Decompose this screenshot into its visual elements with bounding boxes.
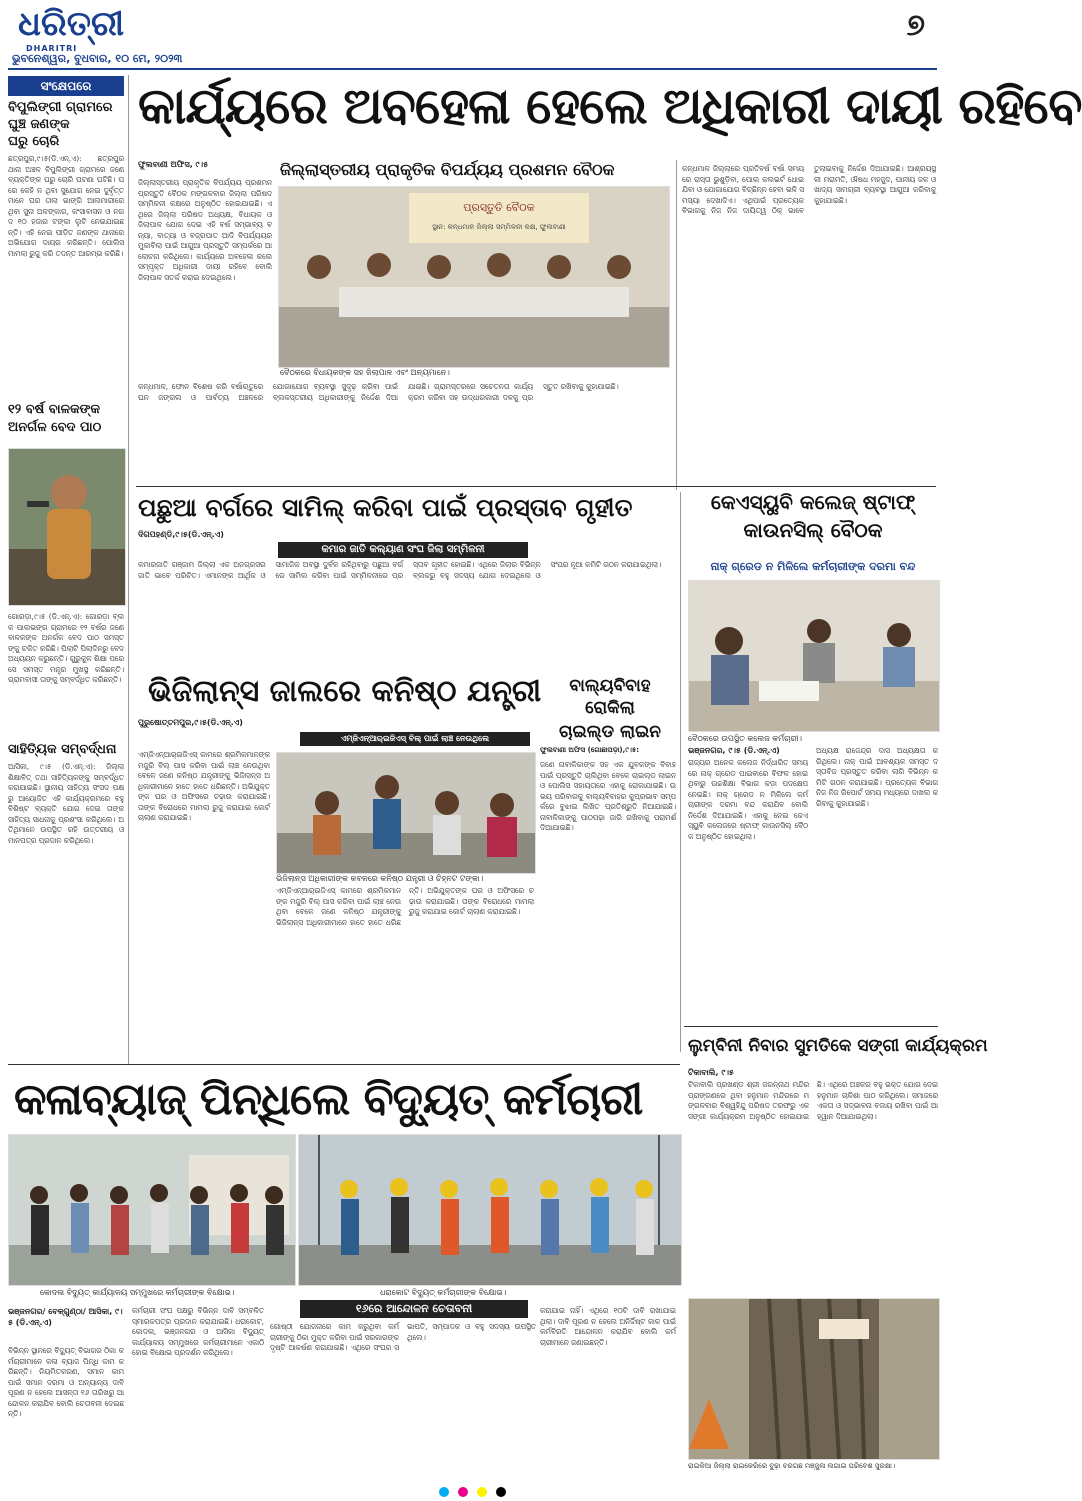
story3-band: ଏମ୍‌ଜିଏନ୍‌ଆର୍‌ଇଜିଏସ୍‌ ବିଲ୍‌ ପାଇଁ ଲାଞ୍ଚ ନେଉଥିଲେ xyxy=(300,732,530,746)
sidebar-story2-title-line1: ୧୨ ବର୍ଷ ବାଳକଙ୍କ xyxy=(8,402,100,417)
masthead-dateline: ଭୁବନେଶ୍ୱର, ବୁଧବାର, ୧୦ ମେ, ୨୦୨୩ xyxy=(12,52,183,65)
story4-body: ଜଣେ ନାବାଳିକାଙ୍କ ସହ ଏକ ଯୁବକଙ୍କ ବିବାହ ପାଇଁ ପ୍ରସ୍ତୁତି ଚାଲିଥିବା ବେଳେ ଚାଇଲ୍ଡ ଲାଇନ ଓ ପୋଲିସ ସହାୟତାରେ ଏହାକୁ ରୋକାଯାଇଛି। ଉଭୟ ପରିବାରକୁ ବାଲ୍ୟବିବାହର କୁପ୍ରଭାବ ସମ୍ପର୍କରେ ବୁଝାଇ ଲିଖିତ ପ୍ରତିଶ୍ରୁତି ନିଆଯାଇଛି। ନାବାଳିକାଙ୍କୁ ପାଠପଢ଼ା ଜାରି ରଖିବାକୁ ପରାମର୍ଶ ଦିଆଯାଇଛି। xyxy=(540,760,679,832)
lead-photo-banner-sub: ସ୍ଥାନ: କନ୍ଧମାଳ ଜିଲ୍ଲା ସମ୍ମିଳନୀ କକ୍ଷ, ଫୁଲବାଣୀ xyxy=(432,223,566,231)
story5-col-divider xyxy=(680,492,681,1052)
story7-photo-2 xyxy=(298,1134,682,1286)
sidebar-story1-title-line2: ଘୁଞ୍ଚ ଜଣଙ୍କ xyxy=(8,117,70,132)
yellow-mark xyxy=(477,1487,487,1497)
story2-dateline: ଦିଗପହଣ୍ଡି,୯।୫(ଡି.ଏନ୍‌.ଏ) xyxy=(138,530,224,539)
sidebar-story2-body: ଗୋରଡ଼ା,୯।୫ (ଡି.ଏନ୍‌.ଏ): ଗୋରଡ଼ା ବ୍ଲକ ପାଲଭଙ୍ଗ ଗ୍ରାମରେ ୧୨ ବର୍ଷର ଜଣେ ବାଳକଙ୍କ ଅନର୍ଗଳ ବେଦ ପାଠ ସମସ୍ତଙ୍କୁ ଚକିତ କରିଛି। ପିଲାଟି ପିଲାଦିନରୁ ବେଦ ଅଧ୍ୟୟନ କରୁଛନ୍ତି। ଗୁରୁକୁଳ ଶିକ୍ଷା ପରେ ସେ ସମସ୍ତ ମନ୍ତ୍ର ମୁଖସ୍ଥ କରିଛନ୍ତି। ଗ୍ରାମବାସୀ ତାଙ୍କୁ ସମ୍ବର୍ଦ୍ଧିତ କରିଛନ୍ତି। xyxy=(8,612,127,684)
sidebar-story1-title-line3: ଘରୁ ଚୋରି xyxy=(8,134,60,149)
story3-body-continued: ଏମ୍‌ଜିଏନ୍‌ଆର୍‌ଇଜିଏସ୍‌ କାମରେ ଶ୍ରମିକମାନଙ୍କ ମଜୁରି ବିଲ୍‌ ପାସ କରିବା ପାଇଁ ଲାଞ୍ଚ ନେଉଥିବା ବେଳେ ଜଣେ କନିଷ୍ଠ ଯନ୍ତ୍ରୀଙ୍କୁ ଭିଜିଲାନ୍ସ ଅଧିକାରୀମାନେ ହାତେ ହାତେ ଧରିଛନ୍ତି। ଅଭିଯୁକ୍ତଙ୍କ ଘର ଓ ଅଫିସରେ ଚଢ଼ାଉ କରାଯାଇଛି। ତାଙ୍କ ବିରୋଧରେ ମାମଲା ରୁଜୁ କରାଯାଇ କୋର୍ଟ ଚାଲାଣ କରାଯାଇଛି। xyxy=(276,886,537,927)
lead-photo-banner-title: ପ୍ରସ୍ତୁତି ବୈଠକ xyxy=(463,201,535,214)
story4-headline-line2: ରୋକିଲା xyxy=(585,698,635,718)
story3-dateline: ପୁରୁଷୋତ୍ତମପୁର,୯।୫(ଡି.ଏନ୍‌.ଏ) xyxy=(138,718,243,727)
story5-photo xyxy=(688,580,940,732)
story7-band: ୧୬ରେ ଆନ୍ଦୋଳନ ଚେତାବନୀ xyxy=(300,1300,528,1318)
story2-headline: ପଛୁଆ ବର୍ଗରେ ସାମିଲ୍‌ କରିବା ପାଇଁ ପ୍ରସ୍ତାବ ଗୃହୀତ xyxy=(138,493,633,522)
sidebar-story1-body: ଛତ୍ରପୁର,୯।୫(ଡି.ଏନ୍‌.ଏ): ଛତ୍ରପୁର ଥାନା ଅଞ୍ଚଳ ବିପୁଲିଙ୍ଗୀ ଗ୍ରାମରେ ଜଣେ ବ୍ୟକ୍ତିଙ୍କ ଘରୁ ଚୋରି ଘଟଣା ଘଟିଛି। ଘରେ କେହି ନ ଥିବା ସୁଯୋଗ ନେଇ ଦୁର୍ବୃତ୍ତମାନେ ଘର ତାଲା ଭାଙ୍ଗି ଆଲମାରୀରେ ଥିବା ସୁନା ଅଳଙ୍କାର, କଂସାବାସନ ଓ ନଗଦ ୧୦ ହଜାର ଟଙ୍କା ଲୁଟି ନେଇଯାଇଛନ୍ତି। ଏହି ନେଇ ପୀଡ଼ିତ ଜଣଙ୍କ ଥାନାରେ ଅଭିଯୋଗ ଦାୟର କରିଛନ୍ତି। ପୋଲିସ ମାମଲା ରୁଜୁ କରି ତଦନ୍ତ ଆରମ୍ଭ କରିଛି। xyxy=(8,154,127,258)
page-number: ୭ xyxy=(906,8,925,43)
story7-headline: କଳାବ୍ୟାଜ୍‌ ପିନ୍ଧିଲେ ବିଦ୍ୟୁତ୍‌ କର୍ମଚାରୀ xyxy=(14,1074,643,1125)
story7-body-2: କର୍ମଚାରୀ ସଂଘ ପକ୍ଷରୁ ବିଭିନ୍ନ ଦାବି ସମ୍ବଳିତ ସ୍ମାରକପତ୍ର ପ୍ରଦାନ କରାଯାଇଛି। ଧରାକୋଟ, କୋଦଳା, ଭଞ୍ଜନଗର ଓ ଆସିକା ବିଦ୍ୟୁତ୍‌ କାର୍ଯ୍ୟାଳୟ ସମ୍ମୁଖରେ କର୍ମଚାରୀମାନେ ଏକାଠି ହୋଇ ବିକ୍ଷୋଭ ପ୍ରଦର୍ଶନ କରିଥିଲେ। xyxy=(132,1306,264,1357)
lead-col-divider xyxy=(676,160,677,490)
sidebar-tag: ସଂକ୍ଷେପରେ xyxy=(8,76,124,96)
story3-caption: ଭିଜିଲାନ୍ସ ଅଧିକାରୀଙ୍କ କବଳରେ କନିଷ୍ଠ ଯନ୍ତ୍ରୀ ଓ ଚିହ୍ନଟ ଟଙ୍କା। xyxy=(276,874,484,883)
lead-body-bottom: କନ୍ଧମାଳ, ଫୋନ ବିଶେଷ କରି ବର୍ଷାଋତୁରେ ଘନ ଜଙ୍ଗଲ ଓ ପାର୍ବତ୍ୟ ଅଞ୍ଚଳରେ ଯୋଗାଯୋଗ ବ୍ୟବସ୍ଥା ସୁଦୃଢ଼ କରିବା ପାଇଁ ବ୍ଲକସ୍ତରୀୟ ଅଧିକାରୀଙ୍କୁ ନିର୍ଦ୍ଦେଶ ଦିଆଯାଇଛି। ଗ୍ରାମସ୍ତରରେ ସଚେତନତା କାର୍ଯ୍ୟକ୍ରମ କରିବା ସହ ଉଦ୍ଧାରକାରୀ ଦଳକୁ ପ୍ରସ୍ତୁତ ରଖିବାକୁ କୁହାଯାଇଛି। xyxy=(138,382,619,402)
story4-headline-line1: ବାଲ୍ୟବିବାହ xyxy=(569,676,651,696)
lead-photo-meeting xyxy=(278,186,670,368)
lead-body-right: କନ୍ଧମାଳ ଜିଲ୍ଲାରେ ପ୍ରତିବର୍ଷ ବର୍ଷା ସମୟରେ ରାସ୍ତା ଭୁଶୁଡ଼ିବା, ପୋଲ କଲଭର୍ଟ ଧୋଇଯିବା ଓ ଯୋଗାଯୋଗ ବିଚ୍ଛିନ୍ନ ହେବା ଭଳି ସମସ୍ୟା ଦେଖାଦିଏ। ଏଥିପାଇଁ ପ୍ରତ୍ୟେକ ବିଭାଗକୁ ନିଜ ନିଜ ଦାୟିତ୍ୱ ଠିକ୍‌ ଭାବେ ତୁଲାଇବାକୁ ନିର୍ଦ୍ଦେଶ ଦିଆଯାଇଛି। ଆଶ୍ରୟସ୍ଥଳୀ ମରାମତି, ଔଷଧ ମହଜୁଦ, ପାନୀୟ ଜଳ ଓ ଖାଦ୍ୟ ସାମଗ୍ରୀ ବ୍ୟବସ୍ଥା ଆଗୁଆ କରିବାକୁ କୁହାଯାଇଛି। xyxy=(682,164,939,215)
sidebar-story1-title-line1: ବିପୁଲିଙ୍ଗୀ ଗ୍ରାମରେ xyxy=(8,100,113,115)
story2-band: କମାର ଜାତି କଲ୍ୟାଣ ସଂଘ ଜିଲା ସମ୍ମିଳନୀ xyxy=(278,542,528,558)
story4-headline-line3: ଚାଇଲ୍ଡ ଲାଇନ xyxy=(559,722,661,742)
masthead-rule xyxy=(8,68,937,70)
story6-body: ଟିକାବାଲି ପ୍ରଖଣ୍ଡ ଶ୍ରୀ ଜଗନ୍ନାଥ ମନ୍ଦିର ପ୍ରାଙ୍ଗଣରେ ଥିବା ହନୁମାନ ମନ୍ଦିରରେ ମଙ୍ଗଳବାର ବିଶ୍ୱହିନ୍ଦୁ ପରିଷଦ ତରଫରୁ ଏକ ସଙ୍ଗୀ କାର୍ଯ୍ୟକ୍ରମ ଅନୁଷ୍ଠିତ ହୋଇଯାଇଛି। ଏଥିରେ ଅଞ୍ଚଳର ବହୁ ଭକ୍ତ ଯୋଗ ଦେଇ ହନୁମାନ ଚାଳିଶା ପାଠ କରିଥିଲେ। ସମାଜରେ ଏକତା ଓ ସଦ୍‌ଭାବନା ବଜାୟ ରଖିବା ପାଇଁ ଆହ୍ୱାନ ଦିଆଯାଇଥିଲା। xyxy=(688,1080,941,1121)
story2-body: କମାରଜାତି ଗଞ୍ଜାମ ଜିଲ୍ଲା ଏକ ଅନଗ୍ରସର ଜାତି ଭାବେ ପରିଚିତ। ଏମାନଙ୍କ ଆର୍ଥିକ ଓ ସାମାଜିକ ଅବସ୍ଥା ଦୁର୍ବଳ ରହିଥିବାରୁ ପଛୁଆ ବର୍ଗରେ ସାମିଲ କରିବା ପାଇଁ ସମ୍ମିଳନୀରେ ପ୍ରସ୍ତାବ ଗୃହୀତ ହୋଇଛି। ଏଥିରେ ଜିଲାର ବିଭିନ୍ନ ବ୍ଲକରୁ ବହୁ ସଦସ୍ୟ ଯୋଗ ଦେଇଥିଲେ ଓ ସଂଘର ନୂଆ କମିଟି ଗଠନ କରାଯାଇଥିଲା। xyxy=(138,560,662,580)
story7-body-4: କରାଯାଇ ନାହିଁ। ଏଥିରେ ୧୦ଟି ଦାବି ରଖାଯାଇଥିଲା। ଦାବି ପୂରଣ ନ ହେଲେ ଅନିର୍ଦ୍ଦିଷ୍ଟ କାଳ ପାଇଁ କର୍ମବିରତି ଆନ୍ଦୋଳନ କରାଯିବ ବୋଲି କର୍ମଚାରୀମାନେ ଜଣାଇଛନ୍ତି। xyxy=(540,1306,679,1347)
magenta-mark xyxy=(458,1487,468,1497)
lead-headline: କାର୍ଯ୍ୟରେ ଅବହେଳା ହେଲେ ଅଧିକାରୀ ଦାୟୀ ରହିବେ xyxy=(138,77,1082,135)
story6-photo-tree xyxy=(688,1298,940,1460)
story6-headline: ଲୁମ୍ବିନୀ ନିବାର ସୁମତିକେ ସଙ୍ଗୀ କାର୍ଯ୍ୟକ୍ରମ xyxy=(688,1036,988,1056)
sidebar-story3-title: ସାହିତ୍ୟିକ ସମ୍ବର୍ଦ୍ଧନା xyxy=(8,742,117,757)
story5-headline-line2: କାଉନସିଲ୍‌ ବୈଠକ xyxy=(743,518,883,542)
masthead-logo-sub: DHARITRI xyxy=(26,44,78,53)
story6-dateline: ଟିକାବାଲି, ୯।୫ xyxy=(688,1068,734,1077)
story4-dateline: ଫୁଲବାଣୀ ଅଫିସ (ଗୋଛାପଡ଼ା),୯।୫: xyxy=(540,746,640,754)
cyan-mark xyxy=(439,1487,449,1497)
story5-caption: ବୈଠକରେ ଉପସ୍ଥିତ କଲେଜ କର୍ମଚାରୀ। xyxy=(688,734,802,743)
story7-body-3: ଗୋଷ୍ଠୀ ଯୋଜନାରେ କାମ କରୁଥିବା କର୍ମଚାରୀଙ୍କୁ ଠିକା ମୁକ୍ତ କରିବା ପାଇଁ ସରକାରଙ୍କ ଦୃଷ୍ଟି ଆକର୍ଷଣ କରାଯାଇଛି। ଏଥିରେ ସଂଘର ସଭାପତି, ସମ୍ପାଦକ ଓ ବହୁ ସଦସ୍ୟ ଉପସ୍ଥିତ ଥିଲେ। xyxy=(270,1322,539,1352)
lead-photo-caption: ବୈଠକରେ ବିଧାୟକଙ୍କ ସହ ଜିଲାପାଳ ଏବଂ ଅନ୍ୟମାନେ। xyxy=(280,368,450,377)
story5-body-right: ଅଧ୍ୟକ୍ଷ ରାଜେନ୍ଦ୍ର ଦାସ ଅଧ୍ୟକ୍ଷତା କରିଥିଲେ। ନାକ୍‌ ପାଇଁ ଆବଶ୍ୟକ ସମସ୍ତ ଦସ୍ତାବିଜ ପ୍ରସ୍ତୁତ କରିବା ଲାଗି ବିଭିନ୍ନ କମିଟି ଗଠନ କରାଯାଇଛି। ପ୍ରତ୍ୟେକ ବିଭାଗ ନିଜ ନିଜ ରିପୋର୍ଟ ସମୟ ମଧ୍ୟରେ ଦାଖଲ କରିବାକୁ କୁହାଯାଇଛି। xyxy=(816,746,941,808)
story5-subhead: ନାକ୍‌ ଗ୍ରେଡ ନ ମିଳିଲେ କର୍ମଚାରୀଙ୍କ ଦରମା ବନ୍ଦ xyxy=(710,560,916,573)
story3-photo xyxy=(276,752,536,874)
story6-caption: ରାଇକିଆ ଜିଲ୍ଲା ରାଇକେରିରେ ବୁଢ଼ା ବରଗଛ ମଞ୍ଜୁଳା ଲଗାଇ ପରିବେଶ ସୁରକ୍ଷା। xyxy=(688,1462,896,1470)
story3-body: ଏମ୍‌ଜିଏନ୍‌ଆର୍‌ଇଜିଏସ୍‌ କାମରେ ଶ୍ରମିକମାନଙ୍କ ମଜୁରି ବିଲ୍‌ ପାସ କରିବା ପାଇଁ ଲାଞ୍ଚ ନେଉଥିବା ବେଳେ ଜଣେ କନିଷ୍ଠ ଯନ୍ତ୍ରୀଙ୍କୁ ଭିଜିଲାନ୍ସ ଅଧିକାରୀମାନେ ହାତେ ହାତେ ଧରିଛନ୍ତି। ଅଭିଯୁକ୍ତଙ୍କ ଘର ଓ ଅଫିସରେ ଚଢ଼ାଉ କରାଯାଇଛି। ତାଙ୍କ ବିରୋଧରେ ମାମଲା ରୁଜୁ କରାଯାଇ କୋର୍ଟ ଚାଲାଣ କରାଯାଇଛି। xyxy=(138,750,273,822)
print-registration-marks xyxy=(0,1482,945,1496)
story3-headline: ଭିଜିଲାନ୍ସ ଜାଲରେ କନିଷ୍ଠ ଯନ୍ତ୍ରୀ xyxy=(148,674,542,709)
sidebar-story2-title-line2: ଅନର୍ଗଳ ବେଦ ପାଠ xyxy=(8,420,102,435)
story5-body-left: ରାଜ୍ୟର ଅନେକ କଲେଜ ନିର୍ଦ୍ଧାରିତ ସମୟରେ ନାକ୍‌ ଗ୍ରେଡ ପାଇବାରେ ବିଫଳ ହୋଇଥିବାରୁ ଉଚ୍ଚଶିକ୍ଷା ବିଭାଗ କଡ଼ା ପଦକ୍ଷେପ ନେଇଛି। ନାକ୍‌ ଗ୍ରେଡ ନ ମିଳିଲେ କର୍ମଚାରୀଙ୍କ ଦରମା ବନ୍ଦ କରାଯିବ ବୋଲି ନିର୍ଦ୍ଦେଶ ଦିଆଯାଇଛି। ଏହାକୁ ନେଇ କେଏସ୍‌ୟୁବି କଲେଜରେ ଷ୍ଟାଫ୍‌ କାଉନସିଲ୍‌ ବୈଠକ ଅନୁଷ୍ଠିତ ହୋଇଥିଲା। xyxy=(688,758,811,841)
lead-subhead: ଜିଲ୍ଲାସ୍ତରୀୟ ପ୍ରାକୃତିକ ବିପର୍ଯ୍ୟୟ ପ୍ରଶମନ ବୈଠକ xyxy=(280,160,615,179)
lead-body-left: ଜିଲ୍ଲାସ୍ତରୀୟ ପ୍ରାକୃତିକ ବିପର୍ଯ୍ୟୟ ପ୍ରଶମନ ପ୍ରସ୍ତୁତି ବୈଠକ ମଙ୍ଗଳବାର ଜିଲ୍ଲା ପରିଷଦ ସମ୍ମିଳନୀ କକ୍ଷରେ ଅନୁଷ୍ଠିତ ହୋଇଯାଇଛି। ଏଥିରେ ଜିଲ୍ଲା ପରିଷଦ ଅଧ୍ୟକ୍ଷ, ବିଧାୟକ ଓ ଜିଲାପାଳ ଯୋଗ ଦେଇ ଏହି ବର୍ଷ ସମ୍ଭାବ୍ୟ ବନ୍ୟା, ବାତ୍ୟା ଓ ବଜ୍ରପାତ ଆଦି ବିପର୍ଯ୍ୟୟର ମୁକାବିଲା ପାଇଁ ଆଗୁଆ ପ୍ରସ୍ତୁତି ସମ୍ପର୍କରେ ଆଲୋଚନା କରିଥିଲେ। କାର୍ଯ୍ୟରେ ଅବହେଳା କଲେ ସମ୍ପୃକ୍ତ ଅଧିକାରୀ ଦାୟୀ ରହିବେ ବୋଲି ଜିଲାପାଳ ସତର୍କ କରାଇ ଦେଇଥିଲେ। xyxy=(138,178,275,282)
story7-caption-2: ଧରାକୋଟ ବିଦ୍ୟୁତ୍‌ କର୍ମଚାରୀଙ୍କ ବିକ୍ଷୋଭ। xyxy=(380,1288,507,1297)
lead-bottom-rule xyxy=(136,486,936,487)
black-mark xyxy=(496,1487,506,1497)
sidebar-story3-body: ଆସିକା, ୯।୫ (ଡି.ଏନ୍‌.ଏ): ଜିଲ୍ଲା ଶିକ୍ଷାବିତ୍‌ ତଥା ସାହିତ୍ୟିକଙ୍କୁ ସମ୍ବର୍ଦ୍ଧିତ କରାଯାଇଛି। ସ୍ଥାନୀୟ ସାହିତ୍ୟ ସଂସଦ ପକ୍ଷରୁ ଆୟୋଜିତ ଏହି କାର୍ଯ୍ୟକ୍ରମରେ ବହୁ ବିଶିଷ୍ଟ ବ୍ୟକ୍ତି ଯୋଗ ଦେଇ ତାଙ୍କ ସାହିତ୍ୟ ସାଧନାକୁ ପ୍ରଶଂସା କରିଥିଲେ। ଅତିଥିମାନେ ଉପସ୍ଥିତ ରହି ଉତ୍ତରୀୟ ଓ ମାନପତ୍ର ପ୍ରଦାନ କରିଥିଲେ। xyxy=(8,762,127,845)
story7-top-rule xyxy=(8,1064,680,1065)
story5-headline-line1: କେଏସ୍‌ୟୁବି କଲେଜ୍‌ ଷ୍ଟାଫ୍‌ xyxy=(710,490,916,514)
story7-body-1: ବିଭିନ୍ନ ସ୍ଥାନରେ ବିଦ୍ୟୁତ୍‌ ବିଭାଗର ଠିକା କର୍ମଚାରୀମାନେ କଳା ବ୍ୟାଜ ପିନ୍ଧି କାମ କରିଛନ୍ତି। ନିୟମିତକରଣ, ସମାନ କାମ ପାଇଁ ସମାନ ଦରମା ଓ ଅନ୍ୟାନ୍ୟ ଦାବି ପୂରଣ ନ ହେଲେ ଆସନ୍ତା ୧୬ ତାରିଖରୁ ଆନ୍ଦୋଳନ କରାଯିବ ବୋଲି ଚେତାବନୀ ଦେଇଛନ୍ତି। xyxy=(8,1346,127,1418)
sidebar-photo-boy xyxy=(8,448,126,606)
sidebar-divider xyxy=(128,75,129,1065)
story5-dateline: ଭଞ୍ଜନଗର, ୯।୫ (ଡି.ଏନ୍‌.ଏ) xyxy=(688,746,780,755)
masthead-logo: ଧରିତ୍ରୀ xyxy=(18,4,125,44)
story6-top-rule xyxy=(684,1026,938,1027)
story7-photo-1 xyxy=(8,1134,296,1286)
story7-dateline: ଭଞ୍ଜନଗର/ ବେଳ୍‌ଗୁଣ୍ଠା/ ଆସିକା, ୯।୫ (ଡି.ଏନ୍‌.ଏ) xyxy=(8,1307,123,1327)
lead-dateline: ଫୁଲବାଣୀ ଅଫିସ, ୯।୫ xyxy=(138,160,209,169)
story7-caption-1: କୋଦଳା ବିଦ୍ୟୁତ୍‌ କାର୍ଯ୍ୟାଳୟ ସମ୍ମୁଖରେ କର୍ମଚାରୀଙ୍କ ବିକ୍ଷୋଭ। xyxy=(40,1288,235,1297)
